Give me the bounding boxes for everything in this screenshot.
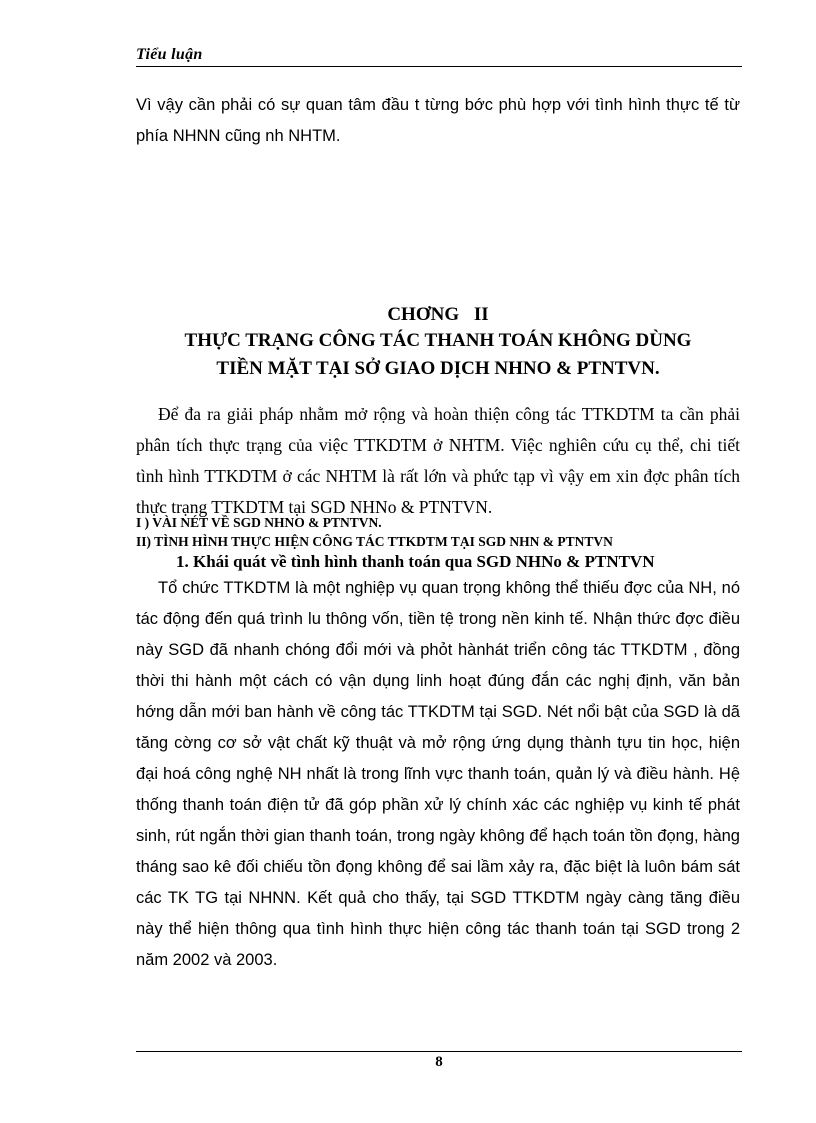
running-header-title: Tiểu luận	[136, 46, 203, 63]
subsection-heading-1: 1. Khái quát về tình hình thanh toán qua SGD NHNo & PTNTVN	[176, 552, 655, 571]
chapter-title-line-1: THỰC TRẠNG CÔNG TÁC THANH TOÁN KHÔNG DÙNG	[184, 330, 692, 351]
footer-divider	[136, 1051, 742, 1052]
body-paragraph-analysis-intro: Để đa ra giải pháp nhằm mở rộng và hoàn thiện công tác TTKDTM ta cần phải phân tích thực trạng của việc TTKDTM ở NHTM. Việc nghiên cứu cụ thể, chi tiết tình hình TTKDTM ở các NHTM là rất lớn và phức tạp vì vậy em xin đợc phân tích thực trạng TTKDTM tại SGD NHNo & PTNTVN.	[136, 404, 740, 517]
body-paragraph-overview: Tổ chức TTKDTM là một nghiệp vụ quan trọng không thể thiếu đợc của NH, nó tác động đến quá trình lu thông vốn, tiền tệ trong nền kinh tế. Nhận thức đợc điều này SGD đã nhanh chóng đổi mới và phỏt hànhát triển công tác TTKDTM , đồng thời thi hành một cách có vận dụng linh hoạt đúng đắn các nghị định, văn bản hớng dẫn mới ban hành về công tác TTKDTM tại SGD. Nét nổi bật của SGD là dã tăng cờng cơ sở vật chất kỹ thuật và mở rộng ứng dụng thành tựu tin học, hiện đại hoá công nghệ NH nhất là trong lĩnh vực thanh toán, quản lý và điều hành. Hệ thống thanh toán điện tử đã góp phần xử lý chính xác các nghiệp vụ kinh tế phát sinh, rút ngắn thời gian thanh toán, trong ngày không để hạch toán tồn đọng, hàng tháng sao kê đối chiếu tồn đọng không để sai lầm xảy ra, đặc biệt là luôn bám sát các TK TG tại NHNN. Kết quả cho thấy, tại SGD TTKDTM ngày càng tăng điều này thể hiện thông qua tình hình thực hiện công tác thanh toán tại SGD trong 2 năm 2002 và 2003.	[136, 579, 740, 969]
page-number: 8	[435, 1054, 443, 1070]
chapter-number: CHƠNG II	[387, 304, 489, 325]
section-heading-1: I ) VÀI NÉT VỀ SGD NHNO & PTNTVN.	[136, 515, 382, 530]
section-heading-2: II) TÌNH HÌNH THỰC HIỆN CÔNG TÁC TTKDTM TẠI SGD NHN & PTNTVN	[136, 534, 613, 549]
header-divider	[136, 66, 742, 67]
chapter-title-line-2: TIỀN MẶT TẠI SỞ GIAO DỊCH NHNO & PTNTVN.	[216, 358, 660, 379]
intro-paragraph: Vì vậy cần phải có sự quan tâm đầu t từng bớc phù hợp với tình hình thực tế từ phía NHNN cũng nh NHTM.	[136, 96, 740, 145]
